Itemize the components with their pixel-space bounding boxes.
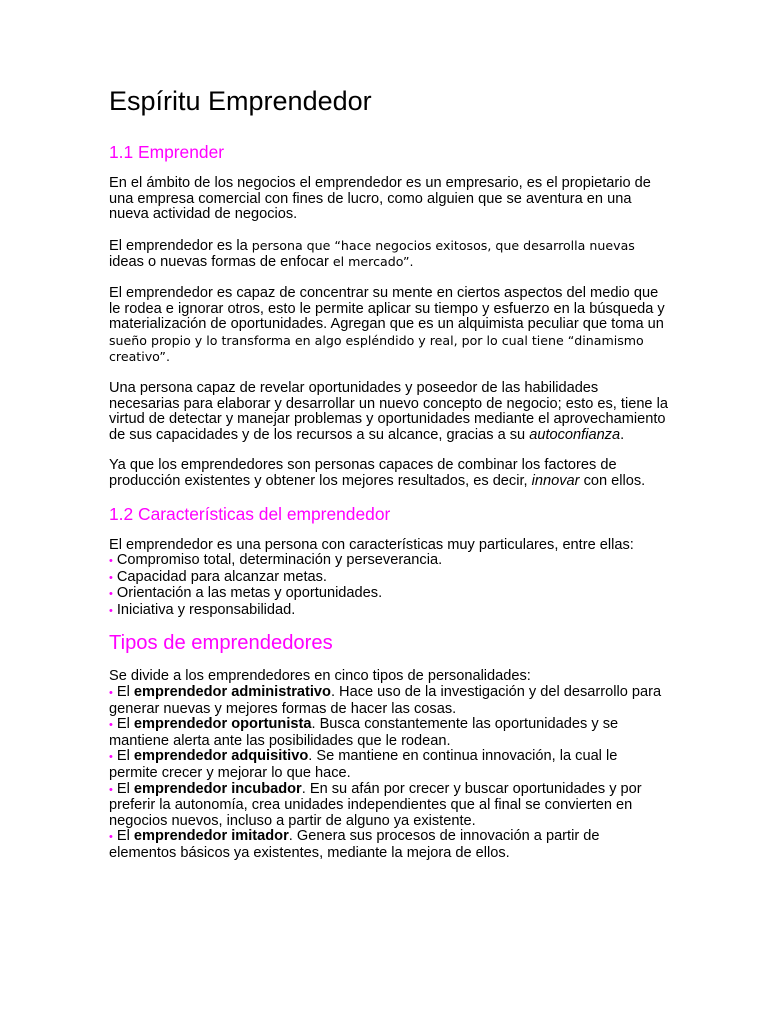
text-run: ideas o nuevas formas de enfocar: [109, 254, 333, 271]
list-item: [109, 829, 668, 861]
list-item-text: Iniciativa y responsabilidad.: [116, 601, 296, 618]
text-run: El emprendedor es capaz de concentrar su mente en ciertos aspectos del medio que le rodea e ignorar otros, esto le permite aplicar su tiempo y esfuerzo en la búsqueda y materialización de oportunidades. Agregan que es un alquimista peculiar que toma un: [109, 284, 665, 333]
list-item: [109, 782, 668, 830]
section-heading-caracteristicas: 1.2 Características del emprendedor: [109, 503, 391, 524]
list-item-text: Compromiso total, determinación y perseverancia.: [116, 552, 443, 569]
emphasis: innovar: [531, 472, 580, 489]
text-run: el mercado”.: [332, 254, 414, 270]
bullet-icon: •: [109, 604, 113, 617]
paragraph: [109, 286, 668, 366]
text-run: con ellos.: [579, 472, 646, 489]
text-run: El: [116, 828, 134, 845]
paragraph: El emprendedor es una persona con características muy particulares, entre ellas:: [109, 536, 634, 553]
text-run: persona que “hace negocios exitosos, que desarrolla nuevas: [251, 237, 635, 253]
bullet-icon: •: [109, 783, 113, 796]
section-heading-emprender: 1.1 Emprender: [109, 142, 225, 162]
type-description: . Hace uso de la investigación y del desarrollo para generar nuevas y mejores formas de hacer las cosas.: [109, 684, 662, 717]
type-name: emprendedor imitador: [133, 828, 289, 845]
list-item: [109, 570, 668, 587]
type-name: emprendedor incubador: [133, 780, 302, 797]
type-description: . Genera sus procesos de innovación a partir de elementos básicos ya existentes, mediante la mejora de ellos.: [109, 828, 600, 861]
bullet-icon: •: [109, 571, 113, 584]
paragraph: En el ámbito de los negocios el emprendedor es un empresario, es el propietario de una empresa comercial con fines de lucro, como alguien que se aventura en una nueva actividad de negocios.: [109, 175, 651, 223]
text-run: El: [116, 780, 134, 797]
bullet-icon: •: [109, 719, 113, 732]
paragraph: [109, 458, 668, 489]
bullet-icon: •: [109, 687, 113, 700]
type-name: emprendedor adquisitivo: [133, 748, 309, 765]
bullet-icon: •: [109, 555, 113, 568]
list-item: [109, 586, 668, 603]
type-description: . Se mantiene en continua innovación, la cual le permite crecer y mejorar lo que hace.: [109, 748, 618, 782]
type-description: . Busca constantemente las oportunidades y se mantiene alerta ante las posibilidades que le rodean.: [109, 716, 619, 749]
text-run: sueño propio y lo transforma en algo espléndido y real, por lo cual tiene “dinamismo creativo”.: [109, 332, 644, 365]
bullet-icon: •: [109, 831, 113, 844]
characteristics-list: [109, 553, 668, 619]
type-description: . En su afán por crecer y buscar oportunidades y por preferir la autonomía, crea unidades independientes que al final se convierten en negocios nuevos, incluso a partir de alguno ya existente.: [109, 780, 642, 829]
list-item: [109, 553, 668, 570]
text-run: El: [116, 748, 134, 765]
type-name: emprendedor oportunista: [133, 716, 312, 733]
paragraph: Se divide a los emprendedores en cinco tipos de personalidades:: [109, 668, 531, 685]
bullet-icon: •: [109, 751, 113, 764]
list-item: [109, 603, 668, 620]
text-run: .: [620, 426, 625, 443]
text-run: El: [116, 716, 134, 733]
type-name: emprendedor administrativo: [133, 684, 331, 701]
list-item: [109, 749, 668, 781]
emphasis: autoconfianza: [529, 426, 621, 443]
list-item-text: Orientación a las metas y oportunidades.: [116, 585, 383, 602]
bullet-icon: •: [109, 588, 113, 601]
text-run: Una persona capaz de revelar oportunidades y poseedor de las habilidades necesarias para elaborar y desarrollar un nuevo concepto de negocio; esto es, tiene la virtud de detectar y manejar problemas y oportunidades mediante el aprovechamiento de sus capacidades y de los recursos a su alcance, gracias a su: [109, 379, 668, 443]
list-item-text: Capacidad para alcanzar metas.: [116, 568, 327, 585]
text-run: El emprendedor es la: [109, 237, 252, 254]
page-title: Espíritu Emprendedor: [109, 86, 372, 116]
paragraph: [109, 238, 668, 271]
list-item: [109, 717, 668, 749]
text-run: El: [116, 684, 134, 701]
list-item: [109, 685, 668, 717]
section-heading-tipos: Tipos de emprendedores: [109, 632, 333, 655]
text-run: Ya que los emprendedores son personas capaces de combinar los factores de producción existentes y obtener los mejores resultados, es decir,: [109, 457, 617, 489]
paragraph: [109, 381, 668, 443]
